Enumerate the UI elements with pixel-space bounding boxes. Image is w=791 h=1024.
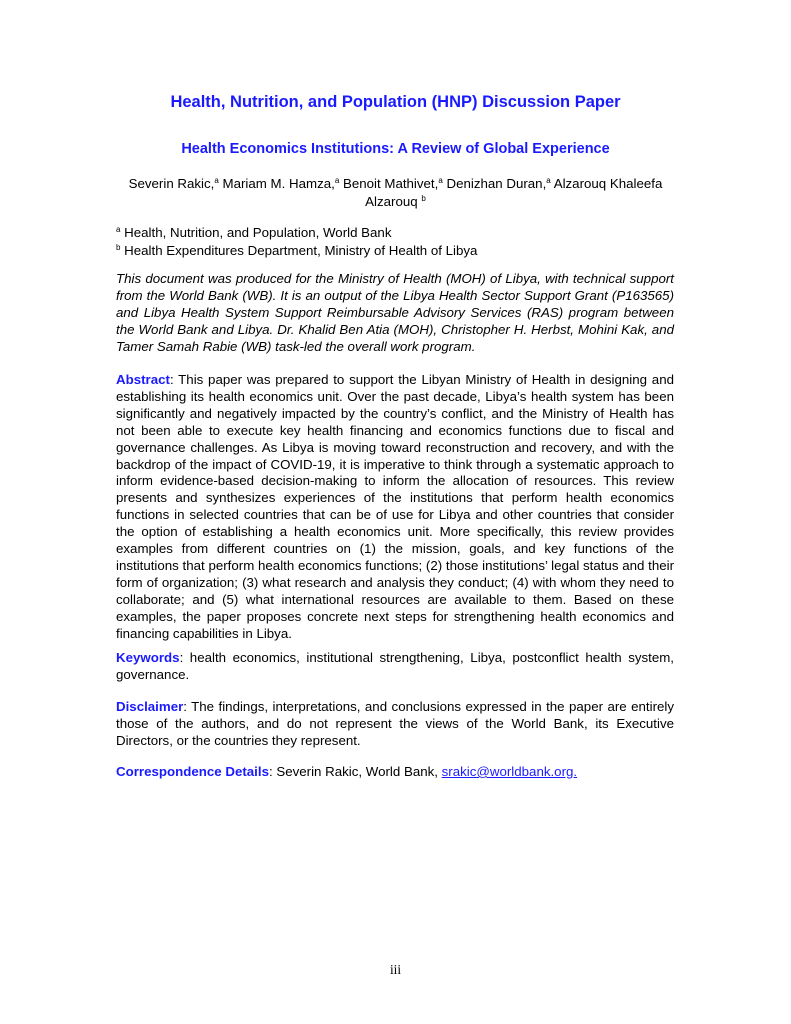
keywords-label: Keywords xyxy=(116,650,180,665)
keywords-text: : health economics, institutional strengthening, Libya, postconflict health system, governance. xyxy=(116,650,674,682)
abstract-label: Abstract xyxy=(116,372,170,387)
author-affiliation-mark: a xyxy=(334,176,340,185)
affiliation-line xyxy=(116,242,477,260)
correspondence-label: Correspondence Details xyxy=(116,764,269,779)
author-name: Severin Rakic, xyxy=(128,176,215,191)
disclaimer-label: Disclaimer xyxy=(116,699,184,714)
author-name: Alzarouq Khaleefa Alzarouq xyxy=(365,176,663,209)
affiliations xyxy=(116,224,477,259)
correspondence-email-link[interactable]: srakic@worldbank.org. xyxy=(441,764,578,779)
keywords-paragraph xyxy=(116,650,674,684)
author-affiliation-mark: a xyxy=(438,176,443,185)
paper-title: Health Economics Institutions: A Review of Global Experience xyxy=(181,141,610,157)
affiliation-mark: b xyxy=(116,242,121,252)
author-name: Mariam M. Hamza, xyxy=(222,176,335,191)
author-affiliation-mark: a xyxy=(546,176,551,185)
author-affiliation-mark: b xyxy=(421,193,426,203)
affiliation-mark: a xyxy=(116,225,121,234)
abstract-text: : This paper was prepared to support the Libyan Ministry of Health in designing and establishing its health economics unit. Over the past decade, Libya’s health system has been significantly and negatively impacted by the country’s conflict, and the Ministry of Health has not been able to execute key health financing and economics functions due to fiscal and governance challenges. As Libya is moving toward reconstruction and recovery, and with the backdrop of the impact of COVID-19, it is imperative to think through a systematic approach to inform evidence-based decision-making to inform the allocation of resources. This review presents and synthesizes experiences of the institutions that perform health economics functions in selected countries that can be of use for Libya and other countries that consider the option of establishing a health economics unit. More specifically, this review provides examples from different countries on (1) the mission, goals, and key functions of the institutions that perform health economics functions; (2) those institutions’ legal status and their form of organization; (3) what research and analysis they conduct; (4) with whom they need to collaborate; and (5) what international resources are available to them. Based on these examples, the paper proposes concrete next steps for strengthening health economics and financing capabilities in Libya. xyxy=(116,372,674,641)
author-list xyxy=(120,175,671,210)
abstract-paragraph xyxy=(116,372,674,643)
author-name: Benoit Mathivet, xyxy=(342,176,439,191)
disclaimer-paragraph xyxy=(116,699,674,750)
affiliation-text: Health, Nutrition, and Population, World Bank xyxy=(124,225,392,240)
affiliation-line xyxy=(116,224,477,242)
page-number: iii xyxy=(389,962,402,977)
correspondence-text: : Severin Rakic, World Bank, xyxy=(268,764,442,779)
series-title: Health, Nutrition, and Population (HNP) Discussion Paper xyxy=(170,93,621,111)
affiliation-text: Health Expenditures Department, Ministry of Health of Libya xyxy=(124,242,478,258)
disclaimer-text: : The findings, interpretations, and conclusions expressed in the paper are entirely those of the authors, and do not represent the views of the World Bank, its Executive Directors, or the countries they represent. xyxy=(116,699,674,748)
author-affiliation-mark: a xyxy=(214,176,219,185)
correspondence-paragraph xyxy=(116,764,674,781)
author-name: Denizhan Duran, xyxy=(446,176,547,191)
production-note: This document was produced for the Ministry of Health (MOH) of Libya, with technical support from the World Bank (WB). It is an output of the Libya Health Sector Support Grant (P163565) and Libya Health System Support Reimbursable Advisory Services (RAS) program between the World Bank and Libya. Dr. Khalid Ben Atia (MOH), Christopher H. Herbst, Mohini Kak, and Tamer Samah Rabie (WB) task-led the overall work program. xyxy=(116,271,674,354)
